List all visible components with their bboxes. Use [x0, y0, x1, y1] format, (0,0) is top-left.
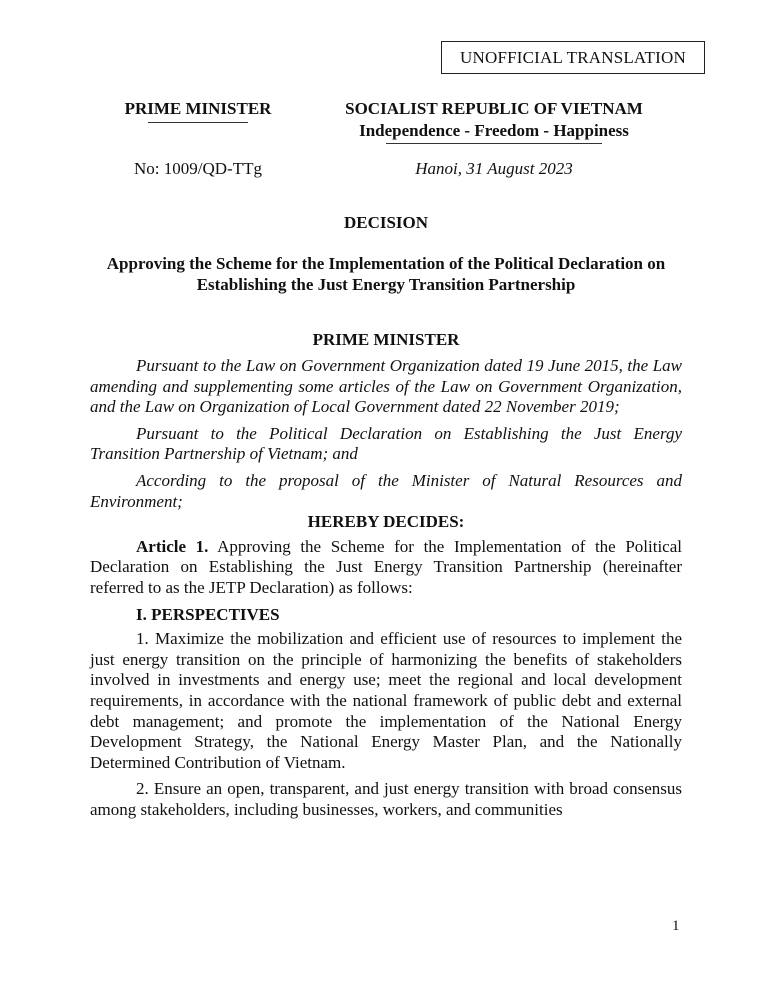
state-header — [320, 98, 668, 144]
article-1-paragraph — [90, 537, 682, 599]
issuer-underline — [148, 122, 248, 123]
decision-title: DECISION — [343, 213, 429, 232]
issuer-heading: PRIME MINISTER — [312, 330, 460, 349]
state-motto: Independence - Freedom - Happiness — [359, 121, 629, 140]
document-number: No: 1009/QD-TTg — [134, 159, 262, 178]
decision-subject: Approving the Scheme for the Implementation of the Political Declaration on Establishing the Just Energy Transition Partnership — [106, 254, 666, 294]
pursuant-paragraph: Pursuant to the Political Declaration on Establishing the Just Energy Transition Partnership of Vietnam; and — [90, 423, 682, 464]
pursuant-paragraph: Pursuant to the Law on Government Organization dated 19 June 2015, the Law amending and supplementing some articles of the Law on Government Organization, and the Law on Organization of Local Government dated 22 November 2019; — [90, 356, 682, 417]
page-number: 1 — [672, 918, 680, 934]
issuer-header — [110, 98, 286, 123]
issuer-title: PRIME MINISTER — [124, 99, 272, 118]
point-paragraph: 2. Ensure an open, transparent, and just energy transition with broad consensus among stakeholders, including businesses, workers, and communities — [90, 779, 682, 819]
article-1-label: Article 1. — [136, 536, 209, 556]
state-title: SOCIALIST REPUBLIC OF VIETNAM — [345, 99, 643, 118]
pursuant-paragraph: According to the proposal of the Minister of Natural Resources and Environment; — [90, 470, 682, 511]
unofficial-translation-stamp: UNOFFICIAL TRANSLATION — [441, 41, 705, 74]
section-heading: I. PERSPECTIVES — [136, 604, 280, 624]
decides-heading: HEREBY DECIDES: — [307, 512, 465, 532]
article-1-text: Approving the Scheme for the Implementation of the Political Declaration on Establishing the Just Energy Transition Partnership (hereinafter referred to as the JETP Declaration) as follows: — [90, 536, 682, 597]
point-paragraph: 1. Maximize the mobilization and efficient use of resources to implement the just energy transition on the principle of harmonizing the benefits of stakeholders involved in investments and energy use; meet the regional and local development requirements, in accordance with the national framework of public debt and external debt management; and promote the implementation of the National Energy Development Strategy, the National Energy Master Plan, and the Nationally Determined Contribution of Vietnam. — [90, 629, 682, 772]
place-date: Hanoi, 31 August 2023 — [415, 159, 573, 178]
document-body — [90, 356, 682, 826]
motto-underline — [386, 143, 602, 144]
